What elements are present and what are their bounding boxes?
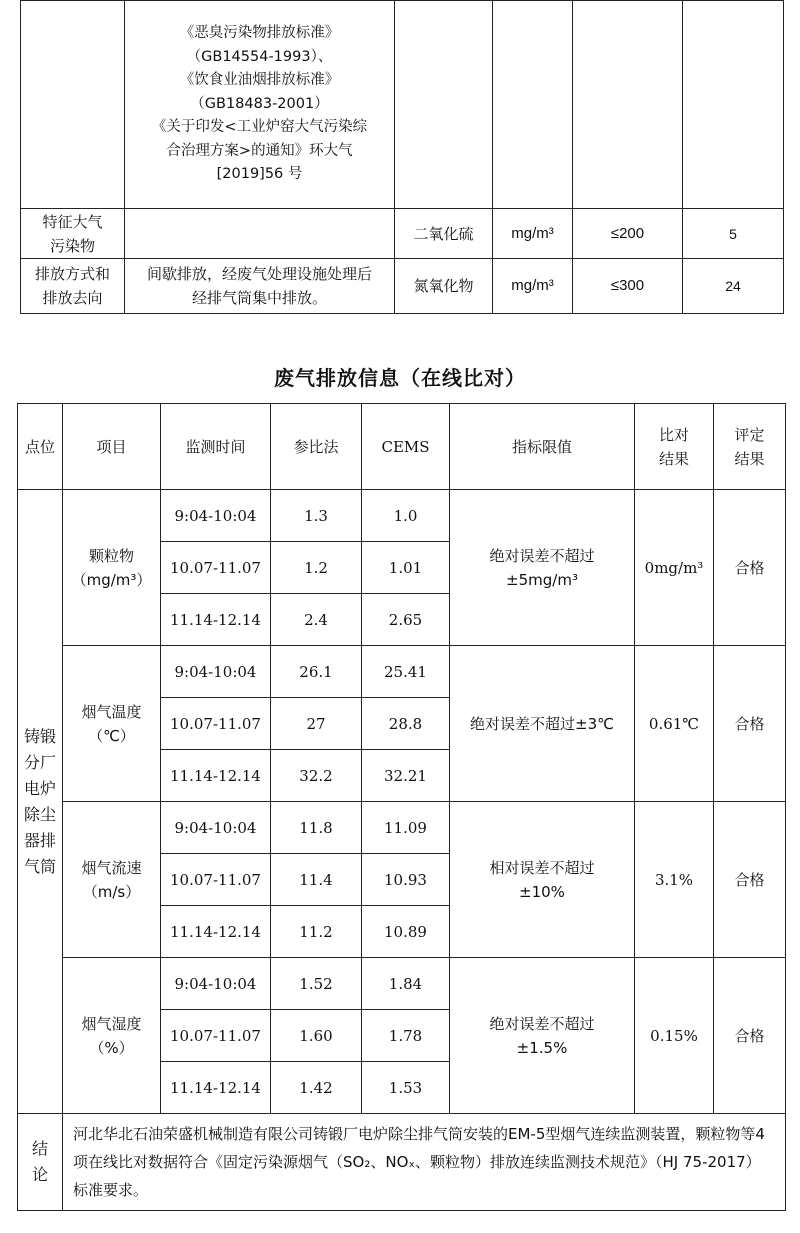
row-content bbox=[125, 209, 395, 259]
header-reference: 参比法 bbox=[271, 404, 362, 490]
cems-cell: 25.41 bbox=[362, 646, 450, 698]
conclusion-label-line: 论 bbox=[31, 1165, 48, 1184]
header-time: 监测时间 bbox=[161, 404, 271, 490]
limit-line: ±5mg/m³ bbox=[506, 570, 578, 589]
cems-cell: 10.93 bbox=[362, 854, 450, 906]
standard-line: （GB18483-2001） bbox=[190, 95, 329, 112]
time-cell: 11.14-12.14 bbox=[161, 906, 271, 958]
table-row bbox=[18, 802, 786, 854]
monitoring-point bbox=[18, 490, 63, 1114]
limit-line: 绝对误差不超过 bbox=[489, 1014, 595, 1033]
cems-cell: 1.53 bbox=[362, 1062, 450, 1114]
header-item: 项目 bbox=[63, 404, 161, 490]
row-label bbox=[21, 209, 125, 259]
evaluation-cell: 合格 bbox=[714, 958, 786, 1114]
item-line: （mg/m³） bbox=[71, 570, 152, 589]
cems-cell: 1.78 bbox=[362, 1010, 450, 1062]
reference-cell: 11.2 bbox=[271, 906, 362, 958]
time-cell: 11.14-12.14 bbox=[161, 750, 271, 802]
item-cell bbox=[63, 802, 161, 958]
table-row bbox=[18, 490, 786, 542]
standard-line: 《恶臭污染物排放标准》 bbox=[179, 25, 340, 42]
table-row bbox=[18, 646, 786, 698]
header-compare-result bbox=[635, 404, 714, 490]
limit-cell bbox=[450, 958, 635, 1114]
header-point: 点位 bbox=[18, 404, 63, 490]
header-line: 结果 bbox=[734, 449, 765, 468]
time-cell: 9:04-10:04 bbox=[161, 646, 271, 698]
standards-cell bbox=[125, 1, 395, 209]
limit-cell bbox=[450, 646, 635, 802]
compare-result-cell: 3.1% bbox=[635, 802, 714, 958]
row-content bbox=[125, 259, 395, 314]
reference-cell: 26.1 bbox=[271, 646, 362, 698]
blank-cell bbox=[683, 1, 784, 209]
item-line: （℃） bbox=[88, 726, 135, 745]
cems-cell: 11.09 bbox=[362, 802, 450, 854]
blank-cell bbox=[395, 1, 493, 209]
item-line: 烟气流速 bbox=[81, 858, 142, 877]
table-row bbox=[18, 958, 786, 1010]
limit-cell bbox=[450, 802, 635, 958]
header-cems: CEMS bbox=[362, 404, 450, 490]
point-line: 电炉 bbox=[23, 778, 56, 798]
cems-cell: 28.8 bbox=[362, 698, 450, 750]
label-line: 污染物 bbox=[49, 236, 95, 255]
online-comparison-table bbox=[17, 403, 786, 1211]
blank-cell bbox=[493, 1, 573, 209]
cems-cell: 10.89 bbox=[362, 906, 450, 958]
evaluation-cell: 合格 bbox=[714, 802, 786, 958]
item-line: （%） bbox=[89, 1038, 134, 1057]
blank-cell bbox=[573, 1, 683, 209]
reference-cell: 1.52 bbox=[271, 958, 362, 1010]
row-label bbox=[21, 259, 125, 314]
standard-line: 《饮食业油烟排放标准》 bbox=[179, 72, 340, 89]
standard-line: 《关于印发<工业炉窑大气污染综 bbox=[151, 119, 368, 136]
compare-result-cell: 0mg/m³ bbox=[635, 490, 714, 646]
reference-cell: 27 bbox=[271, 698, 362, 750]
header-evaluation bbox=[714, 404, 786, 490]
time-cell: 9:04-10:04 bbox=[161, 490, 271, 542]
time-cell: 9:04-10:04 bbox=[161, 802, 271, 854]
compare-result-cell: 0.61℃ bbox=[635, 646, 714, 802]
time-cell: 9:04-10:04 bbox=[161, 958, 271, 1010]
point-line: 除尘 bbox=[23, 804, 56, 824]
item-line: 烟气温度 bbox=[81, 702, 142, 721]
unit: mg/m³ bbox=[493, 209, 573, 259]
cems-cell: 2.65 bbox=[362, 594, 450, 646]
item-line: 颗粒物 bbox=[88, 546, 134, 565]
conclusion-row bbox=[18, 1114, 786, 1211]
label-line: 排放方式和 bbox=[34, 265, 110, 283]
unit: mg/m³ bbox=[493, 259, 573, 314]
point-line: 气筒 bbox=[23, 856, 56, 876]
compare-result-cell: 0.15% bbox=[635, 958, 714, 1114]
item-cell bbox=[63, 490, 161, 646]
header-line: 评定 bbox=[734, 425, 765, 444]
limit-line: 绝对误差不超过 bbox=[489, 546, 595, 565]
limit: ≤300 bbox=[573, 259, 683, 314]
time-cell: 10.07-11.07 bbox=[161, 542, 271, 594]
standard-line: 合治理方案>的通知》环大气 bbox=[166, 142, 353, 159]
time-cell: 10.07-11.07 bbox=[161, 1010, 271, 1062]
item-line: 烟气湿度 bbox=[81, 1014, 142, 1033]
item-cell bbox=[63, 958, 161, 1114]
limit-cell bbox=[450, 490, 635, 646]
item-cell bbox=[63, 646, 161, 802]
standards-table bbox=[20, 0, 784, 314]
measured-value: 5 bbox=[683, 209, 784, 259]
reference-cell: 1.60 bbox=[271, 1010, 362, 1062]
evaluation-cell: 合格 bbox=[714, 646, 786, 802]
cems-cell: 1.0 bbox=[362, 490, 450, 542]
item-line: （m/s） bbox=[82, 882, 141, 901]
conclusion-text: 河北华北石油荣盛机械制造有限公司铸锻厂电炉除尘排气筒安装的EM-5型烟气连续监测装置，颗粒物等4项在线比对数据符合《固定污染源烟气（SO₂、NOₓ、颗粒物）排放连续监测技术规范》（HJ 75-2017）标准要求。 bbox=[63, 1114, 786, 1211]
label-line: 特征大气 bbox=[42, 212, 103, 231]
content-line: 经排气筒集中排放。 bbox=[191, 289, 327, 307]
time-cell: 11.14-12.14 bbox=[161, 1062, 271, 1114]
limit: ≤200 bbox=[573, 209, 683, 259]
header-line: 结果 bbox=[658, 449, 689, 468]
reference-cell: 32.2 bbox=[271, 750, 362, 802]
evaluation-cell: 合格 bbox=[714, 490, 786, 646]
header-limit: 指标限值 bbox=[450, 404, 635, 490]
reference-cell: 11.8 bbox=[271, 802, 362, 854]
reference-cell: 2.4 bbox=[271, 594, 362, 646]
standard-line: （GB14554-1993）、 bbox=[186, 48, 333, 65]
time-cell: 11.14-12.14 bbox=[161, 594, 271, 646]
point-line: 器排 bbox=[23, 830, 56, 850]
conclusion-label bbox=[18, 1114, 63, 1211]
point-line: 铸锻 bbox=[23, 726, 56, 746]
pollutant-name: 氮氧化物 bbox=[395, 259, 493, 314]
content-line: 间歇排放，经废气处理设施处理后 bbox=[146, 265, 372, 283]
point-line: 分厂 bbox=[23, 752, 56, 772]
cems-cell: 1.84 bbox=[362, 958, 450, 1010]
header-row bbox=[18, 404, 786, 490]
reference-cell: 1.42 bbox=[271, 1062, 362, 1114]
cems-cell: 32.21 bbox=[362, 750, 450, 802]
limit-line: ±1.5% bbox=[516, 1038, 568, 1057]
time-cell: 10.07-11.07 bbox=[161, 698, 271, 750]
limit-line: ±10% bbox=[519, 882, 565, 901]
standard-line: [2019]56 号 bbox=[216, 166, 303, 183]
limit-line: 相对误差不超过 bbox=[489, 858, 595, 877]
conclusion-label-line: 结 bbox=[31, 1139, 48, 1158]
reference-cell: 1.3 bbox=[271, 490, 362, 542]
blank-label-cell bbox=[21, 1, 125, 209]
limit-line: 绝对误差不超过±3℃ bbox=[470, 714, 614, 733]
cems-cell: 1.01 bbox=[362, 542, 450, 594]
section-title: 废气排放信息（在线比对） bbox=[274, 366, 526, 390]
measured-value: 24 bbox=[683, 259, 784, 314]
header-line: 比对 bbox=[658, 425, 689, 444]
reference-cell: 1.2 bbox=[271, 542, 362, 594]
time-cell: 10.07-11.07 bbox=[161, 854, 271, 906]
pollutant-name: 二氧化硫 bbox=[395, 209, 493, 259]
label-line: 排放去向 bbox=[42, 289, 103, 307]
reference-cell: 11.4 bbox=[271, 854, 362, 906]
